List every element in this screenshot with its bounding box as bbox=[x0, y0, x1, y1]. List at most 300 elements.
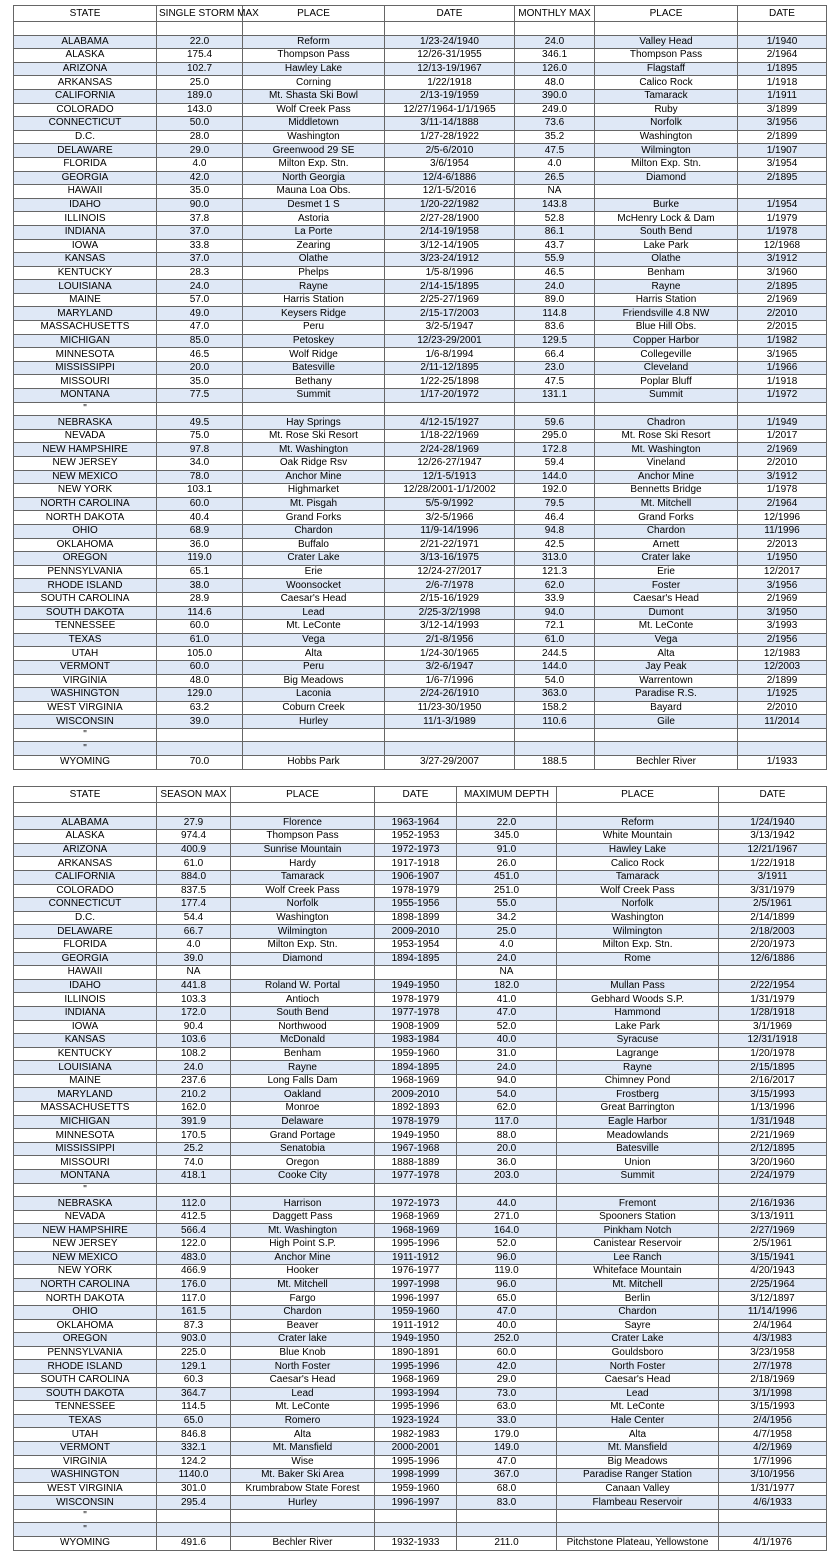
table-cell: Norfolk bbox=[595, 117, 738, 131]
table-cell: 42.5 bbox=[515, 538, 595, 552]
table-cell: North Georgia bbox=[243, 171, 385, 185]
table-cell: RHODE ISLAND bbox=[14, 579, 157, 593]
table-row bbox=[14, 660, 827, 674]
table-cell: 3/13/1911 bbox=[719, 1210, 827, 1224]
table-cell: 40.0 bbox=[457, 1319, 557, 1333]
table-cell: 391.9 bbox=[157, 1115, 231, 1129]
table-row bbox=[14, 1210, 827, 1224]
table-row bbox=[14, 857, 827, 871]
table-cell: NEW YORK bbox=[14, 484, 157, 498]
table-cell: SOUTH CAROLINA bbox=[14, 1373, 157, 1387]
table-cell: 46.5 bbox=[157, 348, 243, 362]
table-cell bbox=[719, 966, 827, 980]
table-cell bbox=[231, 1509, 375, 1523]
table-cell bbox=[157, 728, 243, 742]
table-cell: Anchor Mine bbox=[243, 470, 385, 484]
table-cell bbox=[738, 742, 827, 756]
table-cell: 88.0 bbox=[457, 1129, 557, 1143]
table-cell: 3/1912 bbox=[738, 253, 827, 267]
table-cell: NEVADA bbox=[14, 429, 157, 443]
table-cell: 1/6-8/1994 bbox=[385, 348, 515, 362]
table-cell: 2/1899 bbox=[738, 130, 827, 144]
table-cell bbox=[719, 1523, 827, 1537]
table-cell: 1/23-24/1940 bbox=[385, 35, 515, 49]
table-cell: ALABAMA bbox=[14, 816, 157, 830]
table-cell: 33.8 bbox=[157, 239, 243, 253]
table-cell: 65.1 bbox=[157, 565, 243, 579]
table-cell: 1/1918 bbox=[738, 76, 827, 90]
table-cell: 2/1969 bbox=[738, 592, 827, 606]
table-cell bbox=[595, 185, 738, 199]
table-cell: 418.1 bbox=[157, 1170, 231, 1184]
table-row bbox=[14, 1156, 827, 1170]
table-row bbox=[14, 1278, 827, 1292]
table-cell bbox=[719, 803, 827, 817]
table-cell: Frostberg bbox=[557, 1088, 719, 1102]
table-cell bbox=[738, 185, 827, 199]
table-cell: 25.0 bbox=[157, 76, 243, 90]
table-cell: 4.0 bbox=[457, 938, 557, 952]
table-cell: 117.0 bbox=[457, 1115, 557, 1129]
table-row bbox=[14, 1319, 827, 1333]
table-cell: 332.1 bbox=[157, 1441, 231, 1455]
table-cell: 36.0 bbox=[157, 538, 243, 552]
table-cell: Milton Exp. Stn. bbox=[557, 938, 719, 952]
table-cell: 346.1 bbox=[515, 49, 595, 63]
table-cell: 251.0 bbox=[457, 884, 557, 898]
table-row bbox=[14, 443, 827, 457]
table-row bbox=[14, 1373, 827, 1387]
table-cell: 79.5 bbox=[515, 497, 595, 511]
table-cell: SOUTH DAKOTA bbox=[14, 606, 157, 620]
table-cell: 52.8 bbox=[515, 212, 595, 226]
table-cell: 2/24/1979 bbox=[719, 1170, 827, 1184]
table-cell: Tamarack bbox=[231, 870, 375, 884]
table-cell: Milton Exp. Stn. bbox=[231, 938, 375, 952]
table-cell: 62.0 bbox=[457, 1102, 557, 1116]
table-cell: 1949-1950 bbox=[375, 1129, 457, 1143]
table-cell: Mt. Rose Ski Resort bbox=[243, 429, 385, 443]
table-cell: 103.1 bbox=[157, 484, 243, 498]
table-cell: 52.0 bbox=[457, 1238, 557, 1252]
table-cell: 2/5-6/2010 bbox=[385, 144, 515, 158]
table-cell bbox=[515, 22, 595, 36]
table-cell: SOUTH CAROLINA bbox=[14, 592, 157, 606]
table-cell: 24.0 bbox=[515, 280, 595, 294]
table-cell: 3/31/1979 bbox=[719, 884, 827, 898]
table-cell bbox=[157, 22, 243, 36]
table-cell: 2/15-17/2003 bbox=[385, 307, 515, 321]
table-row bbox=[14, 843, 827, 857]
table-cell: McHenry Lock & Dam bbox=[595, 212, 738, 226]
table-cell bbox=[375, 1523, 457, 1537]
table-row bbox=[14, 212, 827, 226]
table-cell: IOWA bbox=[14, 239, 157, 253]
table-cell: 1/17-20/1972 bbox=[385, 389, 515, 403]
table-cell: 1/1925 bbox=[738, 688, 827, 702]
table-cell: 203.0 bbox=[457, 1170, 557, 1184]
table-cell: Rayne bbox=[231, 1061, 375, 1075]
table-cell: 47.0 bbox=[457, 1455, 557, 1469]
table-cell: 63.2 bbox=[157, 701, 243, 715]
table-cell: Whiteface Mountain bbox=[557, 1265, 719, 1279]
table-row bbox=[14, 497, 827, 511]
table-cell: 60.0 bbox=[457, 1346, 557, 1360]
table-cell: 1/1940 bbox=[738, 35, 827, 49]
table-cell: 364.7 bbox=[157, 1387, 231, 1401]
table-cell: 1/1978 bbox=[738, 225, 827, 239]
table-cell: 1982-1983 bbox=[375, 1428, 457, 1442]
table-row bbox=[14, 266, 827, 280]
table-cell: 158.2 bbox=[515, 701, 595, 715]
table-cell: 103.3 bbox=[157, 993, 231, 1007]
table-cell: NA bbox=[157, 966, 231, 980]
table-cell: Mt. Mansfield bbox=[557, 1441, 719, 1455]
table-cell: 72.1 bbox=[515, 620, 595, 634]
table-cell: 2/25/1964 bbox=[719, 1278, 827, 1292]
table-row bbox=[14, 742, 827, 756]
table-cell: 3/11-14/1888 bbox=[385, 117, 515, 131]
table-cell: Hurley bbox=[231, 1496, 375, 1510]
table-cell: Mt. Mitchell bbox=[595, 497, 738, 511]
table-cell: GEORGIA bbox=[14, 952, 157, 966]
table-row bbox=[14, 402, 827, 416]
table-row bbox=[14, 225, 827, 239]
table-cell: 3/2-6/1947 bbox=[385, 660, 515, 674]
table-cell: CONNECTICUT bbox=[14, 898, 157, 912]
table-cell: Erie bbox=[243, 565, 385, 579]
table-cell: North Foster bbox=[557, 1360, 719, 1374]
table-cell: DELAWARE bbox=[14, 144, 157, 158]
table-cell: 1978-1979 bbox=[375, 1115, 457, 1129]
table-cell: 1/18-22/1969 bbox=[385, 429, 515, 443]
table-cell: 249.0 bbox=[515, 103, 595, 117]
table-cell: 3/15/1993 bbox=[719, 1088, 827, 1102]
table-cell: 3/23/1958 bbox=[719, 1346, 827, 1360]
table-cell: NORTH CAROLINA bbox=[14, 1278, 157, 1292]
table-cell: Milton Exp. Stn. bbox=[243, 157, 385, 171]
table-cell: 2/18/1969 bbox=[719, 1373, 827, 1387]
table-cell: 1/24/1940 bbox=[719, 816, 827, 830]
table-row bbox=[14, 1387, 827, 1401]
table-cell: Gouldsboro bbox=[557, 1346, 719, 1360]
table-cell: 4/1/1976 bbox=[719, 1537, 827, 1551]
table-cell: Caesar's Head bbox=[595, 592, 738, 606]
table-cell: Calico Rock bbox=[595, 76, 738, 90]
table-cell: 108.2 bbox=[157, 1047, 231, 1061]
table-cell: MISSISSIPPI bbox=[14, 361, 157, 375]
table-cell: 4/12-15/1927 bbox=[385, 416, 515, 430]
table-row bbox=[14, 35, 827, 49]
table-cell: KENTUCKY bbox=[14, 1047, 157, 1061]
table-cell bbox=[385, 742, 515, 756]
table-cell: 65.0 bbox=[457, 1292, 557, 1306]
table-cell: Phelps bbox=[243, 266, 385, 280]
column-header: MAXIMUM DEPTH bbox=[457, 787, 557, 803]
table-cell bbox=[243, 728, 385, 742]
table-cell: Reform bbox=[243, 35, 385, 49]
table-cell: 37.8 bbox=[157, 212, 243, 226]
table-cell: 34.2 bbox=[457, 911, 557, 925]
table-cell: 3/23-24/1912 bbox=[385, 253, 515, 267]
table-cell: RHODE ISLAND bbox=[14, 1360, 157, 1374]
table-cell: Hawley Lake bbox=[243, 62, 385, 76]
table-cell bbox=[157, 1183, 231, 1197]
table-cell: Chardon bbox=[231, 1305, 375, 1319]
table-cell: 179.0 bbox=[457, 1428, 557, 1442]
table-cell: Burke bbox=[595, 198, 738, 212]
table-cell: DELAWARE bbox=[14, 925, 157, 939]
table-cell: 4/7/1958 bbox=[719, 1428, 827, 1442]
table-cell: 3/1954 bbox=[738, 157, 827, 171]
table-cell: 83.6 bbox=[515, 321, 595, 335]
table-cell: Lee Ranch bbox=[557, 1251, 719, 1265]
table-cell bbox=[375, 803, 457, 817]
table-cell: 2/7/1978 bbox=[719, 1360, 827, 1374]
table-cell: Hay Springs bbox=[243, 416, 385, 430]
table-cell: 1/1950 bbox=[738, 552, 827, 566]
table-cell: 65.0 bbox=[157, 1414, 231, 1428]
table-cell: MINNESOTA bbox=[14, 1129, 157, 1143]
table-cell: 60.3 bbox=[157, 1373, 231, 1387]
table-cell: " bbox=[14, 1509, 157, 1523]
table-cell: Buffalo bbox=[243, 538, 385, 552]
table-row bbox=[14, 1224, 827, 1238]
table-cell: Caesar's Head bbox=[557, 1373, 719, 1387]
table-cell bbox=[157, 803, 231, 817]
table-cell: 48.0 bbox=[157, 674, 243, 688]
table-cell: Middletown bbox=[243, 117, 385, 131]
table-cell: Mt. Mitchell bbox=[557, 1278, 719, 1292]
table-cell: 903.0 bbox=[157, 1333, 231, 1347]
table-cell: 54.4 bbox=[157, 911, 231, 925]
table-cell: Lake Park bbox=[595, 239, 738, 253]
table-cell: Caesar's Head bbox=[231, 1373, 375, 1387]
table-cell: Anchor Mine bbox=[231, 1251, 375, 1265]
table-cell: 29.0 bbox=[457, 1373, 557, 1387]
table-cell: 400.9 bbox=[157, 843, 231, 857]
table-cell: 2/1899 bbox=[738, 674, 827, 688]
table-cell: 244.5 bbox=[515, 647, 595, 661]
table-cell: 1/2017 bbox=[738, 429, 827, 443]
column-header: MONTHLY MAX bbox=[515, 6, 595, 22]
column-header: PLACE bbox=[557, 787, 719, 803]
table-cell: Flambeau Reservoir bbox=[557, 1496, 719, 1510]
table-cell: 1894-1895 bbox=[375, 952, 457, 966]
table-cell: Hale Center bbox=[557, 1414, 719, 1428]
table-cell: Bethany bbox=[243, 375, 385, 389]
table-cell: Mullan Pass bbox=[557, 979, 719, 993]
table-cell: 176.0 bbox=[157, 1278, 231, 1292]
table-cell bbox=[457, 1509, 557, 1523]
table-cell bbox=[719, 1183, 827, 1197]
table-cell: Ruby bbox=[595, 103, 738, 117]
table-cell: Blue Knob bbox=[231, 1346, 375, 1360]
table-row bbox=[14, 1292, 827, 1306]
table-cell: 1/1933 bbox=[738, 756, 827, 770]
table-cell: 2/20/1973 bbox=[719, 938, 827, 952]
table-cell: 1/1978 bbox=[738, 484, 827, 498]
table-cell: 57.0 bbox=[157, 293, 243, 307]
table-row bbox=[14, 728, 827, 742]
table-cell: 884.0 bbox=[157, 870, 231, 884]
table-cell: Chardon bbox=[243, 524, 385, 538]
column-header: SEASON MAX bbox=[157, 787, 231, 803]
table-cell: 1977-1978 bbox=[375, 1006, 457, 1020]
table-cell: 54.0 bbox=[457, 1088, 557, 1102]
table-cell: Summit bbox=[243, 389, 385, 403]
table-cell: 1/1907 bbox=[738, 144, 827, 158]
table-cell: 35.0 bbox=[157, 185, 243, 199]
table-cell: 121.3 bbox=[515, 565, 595, 579]
table-row bbox=[14, 715, 827, 729]
table-row bbox=[14, 688, 827, 702]
table-cell: 55.0 bbox=[457, 898, 557, 912]
table-cell: 129.1 bbox=[157, 1360, 231, 1374]
table-cell: 2/14/1899 bbox=[719, 911, 827, 925]
table-cell: Norfolk bbox=[231, 898, 375, 912]
table-cell: 4/2/1969 bbox=[719, 1441, 827, 1455]
table-cell: 3/2-5/1966 bbox=[385, 511, 515, 525]
table-cell bbox=[557, 1183, 719, 1197]
table-cell: MISSOURI bbox=[14, 375, 157, 389]
single-storm-monthly-table bbox=[13, 5, 827, 770]
table-cell: " bbox=[14, 1523, 157, 1537]
table-cell: Crater lake bbox=[231, 1333, 375, 1347]
table-row bbox=[14, 647, 827, 661]
table-cell: 1963-1964 bbox=[375, 816, 457, 830]
table-cell: 28.3 bbox=[157, 266, 243, 280]
table-cell: D.C. bbox=[14, 911, 157, 925]
table-cell: 1/20-22/1982 bbox=[385, 198, 515, 212]
table-cell: 3/15/1993 bbox=[719, 1401, 827, 1415]
table-row bbox=[14, 552, 827, 566]
table-cell: SOUTH DAKOTA bbox=[14, 1387, 157, 1401]
table-cell: La Porte bbox=[243, 225, 385, 239]
table-row bbox=[14, 62, 827, 76]
table-row bbox=[14, 925, 827, 939]
table-cell: 22.0 bbox=[157, 35, 243, 49]
table-cell: Syracuse bbox=[557, 1034, 719, 1048]
table-cell: 2/2010 bbox=[738, 457, 827, 471]
table-cell: 54.0 bbox=[515, 674, 595, 688]
table-cell: Norfolk bbox=[557, 898, 719, 912]
table-cell: KANSAS bbox=[14, 253, 157, 267]
table-cell: 24.0 bbox=[457, 952, 557, 966]
table-cell: 12/21/1967 bbox=[719, 843, 827, 857]
table-cell: Berlin bbox=[557, 1292, 719, 1306]
table-row bbox=[14, 1061, 827, 1075]
table-cell bbox=[557, 1509, 719, 1523]
table-cell bbox=[515, 728, 595, 742]
table-cell: Foster bbox=[595, 579, 738, 593]
table-cell: Washington bbox=[231, 911, 375, 925]
table-row bbox=[14, 76, 827, 90]
table-cell: 1977-1978 bbox=[375, 1170, 457, 1184]
table-cell bbox=[231, 803, 375, 817]
table-cell: 66.7 bbox=[157, 925, 231, 939]
table-cell: 12/1996 bbox=[738, 511, 827, 525]
table-body bbox=[14, 787, 827, 1551]
table-cell bbox=[457, 1523, 557, 1537]
table-cell: 12/1-5/2016 bbox=[385, 185, 515, 199]
table-cell: 161.5 bbox=[157, 1305, 231, 1319]
table-cell: 2/2010 bbox=[738, 307, 827, 321]
table-cell: 33.9 bbox=[515, 592, 595, 606]
table-cell: 441.8 bbox=[157, 979, 231, 993]
table-row bbox=[14, 1088, 827, 1102]
table-cell: 144.0 bbox=[515, 660, 595, 674]
table-cell: Alta bbox=[243, 647, 385, 661]
table-cell: 1/1918 bbox=[738, 375, 827, 389]
table-cell: Mt. Shasta Ski Bowl bbox=[243, 89, 385, 103]
table-cell: Rayne bbox=[243, 280, 385, 294]
table-cell: 35.2 bbox=[515, 130, 595, 144]
table-cell: Wolf Creek Pass bbox=[243, 103, 385, 117]
table-row bbox=[14, 103, 827, 117]
table-cell: 60.0 bbox=[157, 497, 243, 511]
table-cell: Wilmington bbox=[595, 144, 738, 158]
table-cell: 1/1949 bbox=[738, 416, 827, 430]
table-cell: MAINE bbox=[14, 1074, 157, 1088]
table-cell: FLORIDA bbox=[14, 938, 157, 952]
table-cell bbox=[375, 1183, 457, 1197]
table-cell: 12/26-27/1947 bbox=[385, 457, 515, 471]
table-cell: 1/20/1978 bbox=[719, 1047, 827, 1061]
table-body bbox=[14, 6, 827, 770]
table-cell: 2/1-8/1956 bbox=[385, 633, 515, 647]
table-cell: Wolf Creek Pass bbox=[557, 884, 719, 898]
table-cell: 2009-2010 bbox=[375, 1088, 457, 1102]
table-cell: 143.8 bbox=[515, 198, 595, 212]
table-cell: 162.0 bbox=[157, 1102, 231, 1116]
table-row bbox=[14, 979, 827, 993]
table-cell: Vega bbox=[595, 633, 738, 647]
table-cell: FLORIDA bbox=[14, 157, 157, 171]
table-cell: 47.5 bbox=[515, 375, 595, 389]
table-cell: 2/24-28/1969 bbox=[385, 443, 515, 457]
table-cell: Florence bbox=[231, 816, 375, 830]
table-cell: MISSOURI bbox=[14, 1156, 157, 1170]
table-cell: 20.0 bbox=[157, 361, 243, 375]
table-cell: 3/1/1969 bbox=[719, 1020, 827, 1034]
table-cell: 4/20/1943 bbox=[719, 1265, 827, 1279]
table-row bbox=[14, 130, 827, 144]
table-cell: 1955-1956 bbox=[375, 898, 457, 912]
table-cell: INDIANA bbox=[14, 1006, 157, 1020]
table-cell: Corning bbox=[243, 76, 385, 90]
table-row bbox=[14, 674, 827, 688]
table-cell: WISCONSIN bbox=[14, 1496, 157, 1510]
table-cell: 143.0 bbox=[157, 103, 243, 117]
table-cell bbox=[515, 402, 595, 416]
table-cell: 3/1911 bbox=[719, 870, 827, 884]
table-row bbox=[14, 1006, 827, 1020]
table-cell: 12/1968 bbox=[738, 239, 827, 253]
table-cell: 3/1899 bbox=[738, 103, 827, 117]
table-cell: IDAHO bbox=[14, 198, 157, 212]
table-cell: MARYLAND bbox=[14, 307, 157, 321]
table-cell: 61.0 bbox=[157, 633, 243, 647]
table-cell: Diamond bbox=[231, 952, 375, 966]
table-cell: Mt. LeConte bbox=[595, 620, 738, 634]
table-cell: 345.0 bbox=[457, 830, 557, 844]
table-row bbox=[14, 321, 827, 335]
table-cell: VERMONT bbox=[14, 1441, 157, 1455]
table-cell: INDIANA bbox=[14, 225, 157, 239]
table-row bbox=[14, 361, 827, 375]
table-cell: 97.8 bbox=[157, 443, 243, 457]
